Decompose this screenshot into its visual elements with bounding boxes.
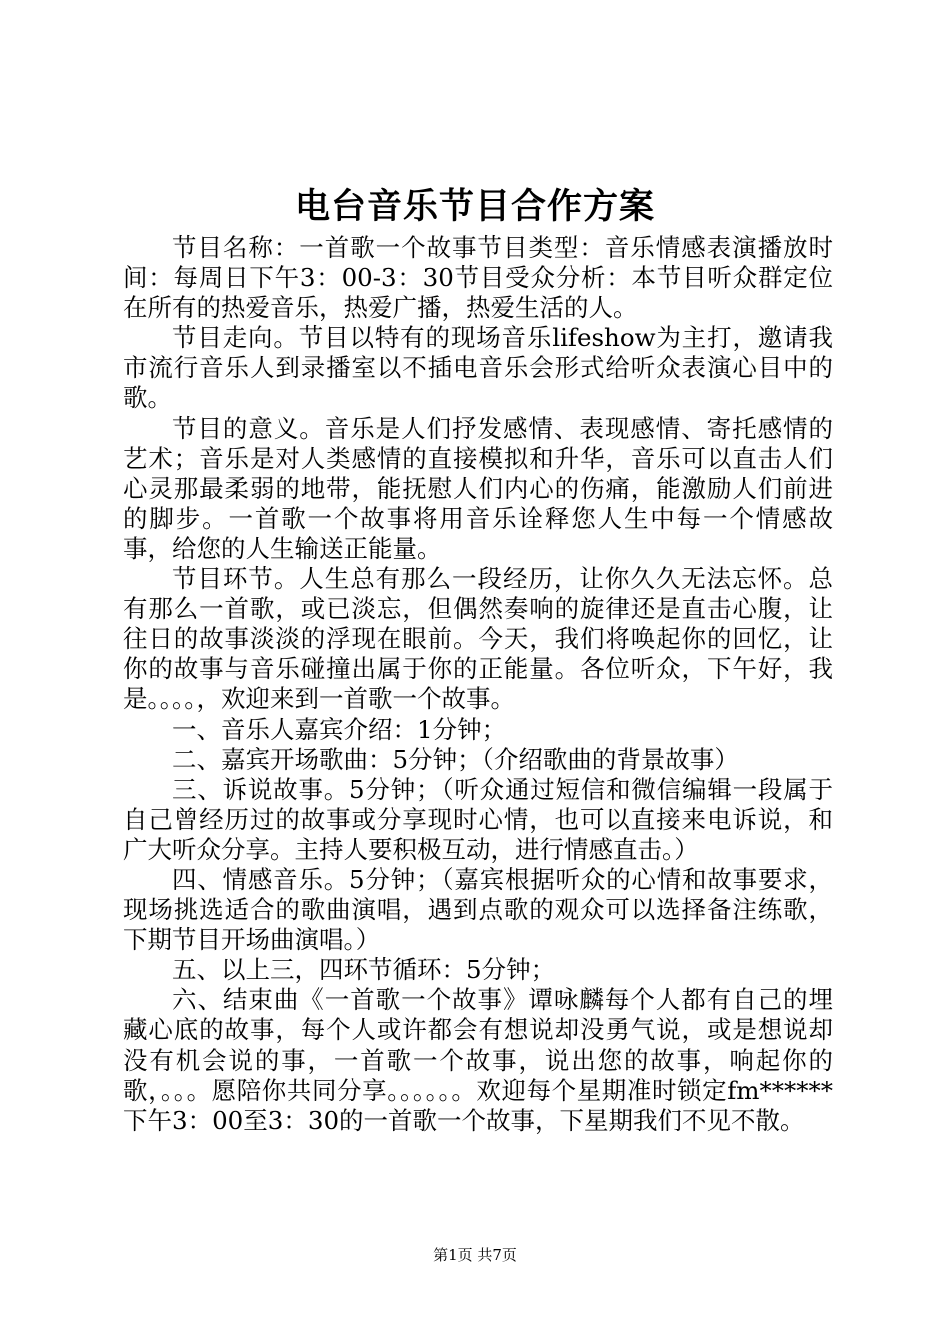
- paragraph-segment-4: 四、情感音乐。5分钟；（嘉宾根据听众的心情和故事要求，现场挑选适合的歌曲演唱，遇到点歌的观众可以选择备注练歌，下期节目开场曲演唱。）: [123, 864, 833, 955]
- paragraph-program-segments: 节目环节。人生总有那么一段经历，让你久久无法忘怀。总有那么一首歌，或已淡忘，但偶然奏响的旋律还是直击心腹，让往日的故事淡淡的浮现在眼前。今天，我们将唤起你的回忆，让你的故事与音乐碰撞出属于你的正能量。各位听众，下午好，我是。。。。，欢迎来到一首歌一个故事。: [123, 564, 833, 714]
- paragraph-segment-2: 二、嘉宾开场歌曲：5分钟；（介绍歌曲的背景故事）: [172, 744, 739, 774]
- page-footer: 第1页 共7页: [433, 1246, 517, 1264]
- paragraph-segment-3: 三、诉说故事。5分钟；（听众通过短信和微信编辑一段属于自己曾经历过的故事或分享现时心情，也可以直接来电诉说，和广大听众分享。主持人要积极互动，进行情感直击。）: [123, 774, 833, 864]
- paragraph-program-direction: 节目走向。节目以特有的现场音乐lifeshow为主打，邀请我市流行音乐人到录播室以不插电音乐会形式给听众表演心目中的歌。: [123, 323, 833, 413]
- document-title: 电台音乐节目合作方案: [294, 186, 655, 227]
- paragraph-segment-5: 五、以上三，四环节循环：5分钟；: [172, 955, 556, 985]
- paragraph-program-name: 节目名称：一首歌一个故事节目类型：音乐情感表演播放时间：每周日下午3：00-3：30节目受众分析：本节目听众群定位在所有的热爱音乐，热爱广播，热爱生活的人。: [123, 233, 833, 323]
- paragraph-program-meaning: 节目的意义。音乐是人们抒发感情、表现感情、寄托感情的艺术；音乐是对人类感情的直接模拟和升华，音乐可以直击人们心灵那最柔弱的地带，能抚慰人们内心的伤痛，能激励人们前进的脚步。一首歌一个故事将用音乐诠释您人生中每一个情感故事，给您的人生输送正能量。: [123, 413, 833, 563]
- paragraph-segment-6: 六、结束曲《一首歌一个故事》谭咏麟每个人都有自己的埋藏心底的故事，每个人或许都会有想说却没勇气说，或是想说却没有机会说的事，一首歌一个故事，说出您的故事，响起你的歌，。。。愿陪你共同分享。。。。。。欢迎每个星期准时锁定fm******下午3：00至3：30的一首歌一个故事，下星期我们不见不散。: [123, 985, 833, 1135]
- paragraph-segment-1: 一、音乐人嘉宾介绍：1分钟；: [172, 714, 507, 744]
- document-body: [123, 233, 833, 1136]
